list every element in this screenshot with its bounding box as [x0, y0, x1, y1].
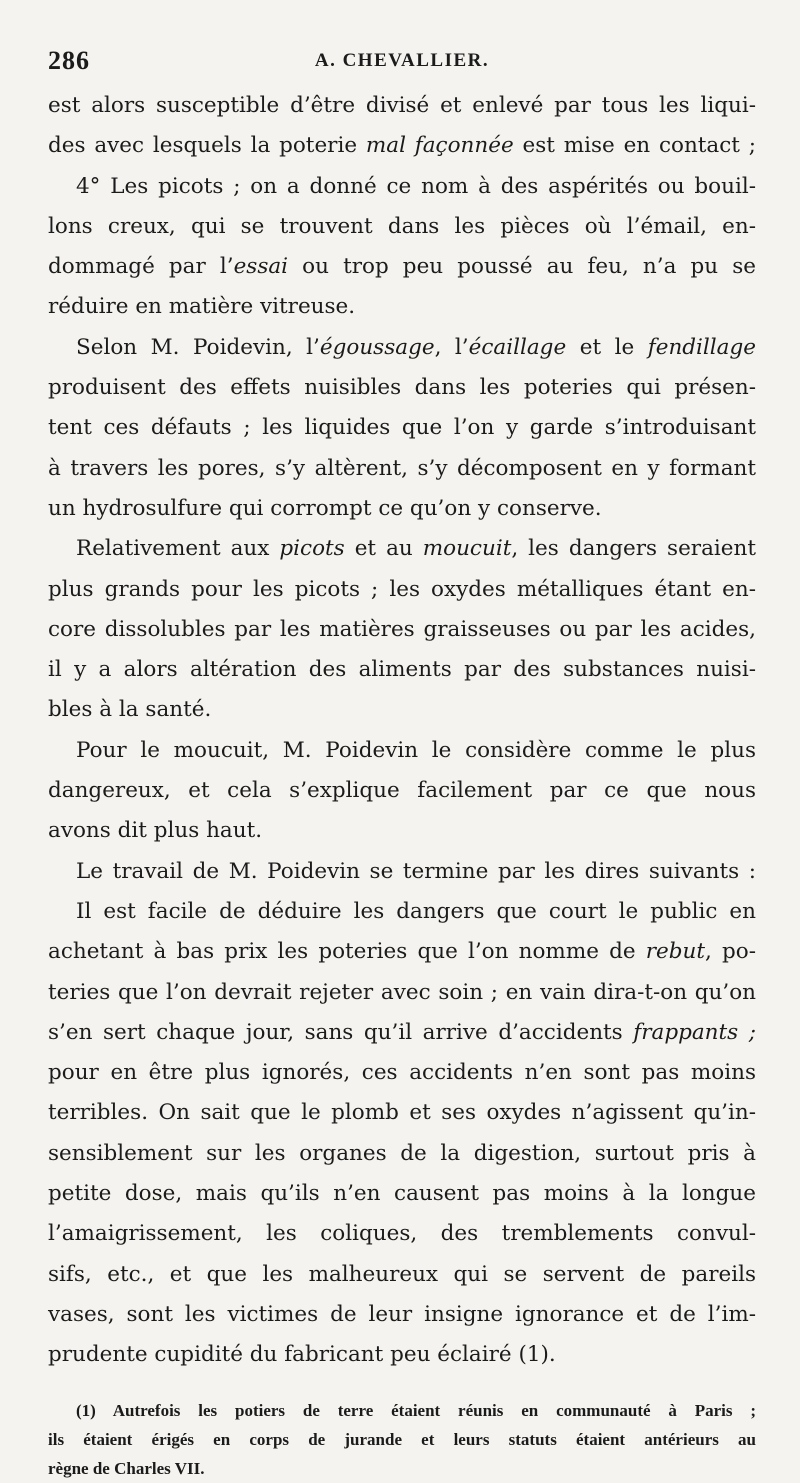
text-run: un hydrosulfure qui corrompt ce qu’on y conserve. [48, 495, 602, 521]
text-line [48, 650, 756, 690]
text-run: à travers les pores, s’y altèrent, s’y décomposent en y formant [48, 455, 756, 481]
text-run: prudente cupidité du fabricant peu éclairé (1). [48, 1342, 556, 1368]
italic-text: rebut [645, 939, 706, 965]
text-line [48, 731, 756, 771]
footnote [48, 1396, 756, 1483]
italic-text: égoussage [319, 334, 435, 360]
running-head [48, 40, 756, 80]
text-run: Selon M. Poidevin, l’ [76, 334, 320, 360]
text-run: Il est facile de déduire les dangers que court le public en [76, 898, 756, 924]
text-line [48, 932, 756, 972]
text-line [48, 287, 756, 327]
text-run: core dissolubles par les matières graisseuses ou par les acides, [48, 616, 756, 642]
text-run: dommagé par l’ [48, 254, 234, 280]
text-line [48, 207, 756, 247]
text-line [48, 167, 756, 207]
italic-text: mal façonnée [365, 133, 514, 159]
text-run: 4° Les picots ; on a donné ce nom à des aspérités ou bouil- [76, 173, 756, 199]
page-number: 286 [48, 46, 90, 75]
italic-text: écaillage [468, 334, 567, 360]
text-run: produisent des effets nuisibles dans les poteries qui présen- [48, 375, 756, 401]
text-line [48, 489, 756, 529]
text-run: bles à la santé. [48, 697, 212, 723]
text-line [48, 852, 756, 892]
text-run: est mise en contact ; [513, 133, 756, 159]
text-run: sifs, etc., et que les malheureux qui se servent de pareils [48, 1261, 756, 1287]
running-head-author: A. CHEVALLIER. [314, 50, 490, 71]
text-run: tent ces défauts ; les liquides que l’on y garde s’introduisant [48, 415, 756, 441]
body-text [48, 86, 756, 1376]
text-run: ils étaient érigés en corps de jurande et leurs statuts étaient antérieurs au [48, 1429, 756, 1449]
text-line [48, 570, 756, 610]
text-line [48, 1013, 756, 1053]
text-line [48, 1214, 756, 1254]
text-run: Pour le moucuit, M. Poidevin le considère comme le plus [76, 737, 756, 763]
text-run: pour en être plus ignorés, ces accidents n’en sont pas moins [48, 1060, 756, 1086]
italic-text: fendillage [647, 334, 756, 360]
text-run: ou trop peu poussé au feu, n’a pu se [288, 254, 757, 280]
italic-text: moucuit [422, 536, 512, 562]
text-run: sensiblement sur les organes de la digestion, surtout pris à [48, 1140, 756, 1166]
text-run: est alors susceptible d’être divisé et enlevé par tous les liqui- [48, 93, 756, 118]
text-run: , les dangers seraient [511, 536, 756, 562]
text-run: règne de Charles VII. [48, 1458, 205, 1478]
text-run: s’en sert chaque jour, sans qu’il arrive d’accidents [48, 1019, 634, 1045]
text-line [48, 1053, 756, 1093]
text-run: , l’ [434, 334, 469, 360]
text-line [48, 1295, 756, 1335]
text-run: teries que l’on devrait rejeter avec soin ; en vain dira-t-on qu’on [48, 979, 756, 1005]
text-run: Relativement aux [76, 536, 280, 562]
text-line [48, 892, 756, 932]
text-run: l’amaigrissement, les coliques, des tremblements convul- [48, 1221, 756, 1247]
text-run: vases, sont les victimes de leur insigne ignorance et de l’im- [48, 1301, 756, 1327]
text-line [48, 1174, 756, 1214]
text-line [48, 449, 756, 489]
footnote-line [48, 1425, 756, 1454]
footnote-line [48, 1396, 756, 1425]
text-run: avons dit plus haut. [48, 818, 263, 844]
text-line [48, 973, 756, 1013]
text-run: plus grands pour les picots ; les oxydes métalliques étant en- [48, 576, 756, 602]
italic-text: frappants ; [633, 1019, 757, 1045]
text-run: lons creux, qui se trouvent dans les pièces où l’émail, en- [48, 213, 756, 239]
text-run: et au [344, 536, 423, 562]
text-line [48, 1093, 756, 1133]
text-line [48, 368, 756, 408]
text-line [48, 1134, 756, 1174]
text-line [48, 1255, 756, 1295]
text-line [48, 690, 756, 730]
text-run: terribles. On sait que le plomb et ses oxydes n’agissent qu’in- [48, 1100, 756, 1126]
text-line [48, 529, 756, 569]
text-line [48, 328, 756, 368]
text-run: et le [566, 334, 648, 360]
text-line [48, 247, 756, 287]
text-line [48, 811, 756, 851]
italic-text: picots [279, 536, 345, 562]
text-run: il y a alors altération des aliments par des substances nuisi- [48, 657, 756, 683]
text-run: des avec lesquels la poterie [48, 133, 366, 159]
text-run: réduire en matière vitreuse. [48, 294, 356, 320]
text-run: dangereux, et cela s’explique facilement par ce que nous [48, 778, 756, 804]
text-run: achetant à bas prix les poteries que l’on nomme de [48, 939, 646, 965]
text-line [48, 408, 756, 448]
text-line [48, 1335, 756, 1375]
text-line [48, 610, 756, 650]
text-run: petite dose, mais qu’ils n’en causent pas moins à la longue [48, 1181, 756, 1207]
text-run: Le travail de M. Poidevin se termine par les dires suivants : [76, 858, 756, 884]
text-run: (1) Autrefois les potiers de terre étaient réunis en communauté à Paris ; [76, 1400, 756, 1420]
text-line [48, 126, 756, 166]
italic-text: essai [233, 254, 289, 280]
text-line [48, 86, 756, 126]
text-run: , po- [705, 939, 757, 965]
footnote-line [48, 1454, 756, 1483]
text-line [48, 771, 756, 811]
